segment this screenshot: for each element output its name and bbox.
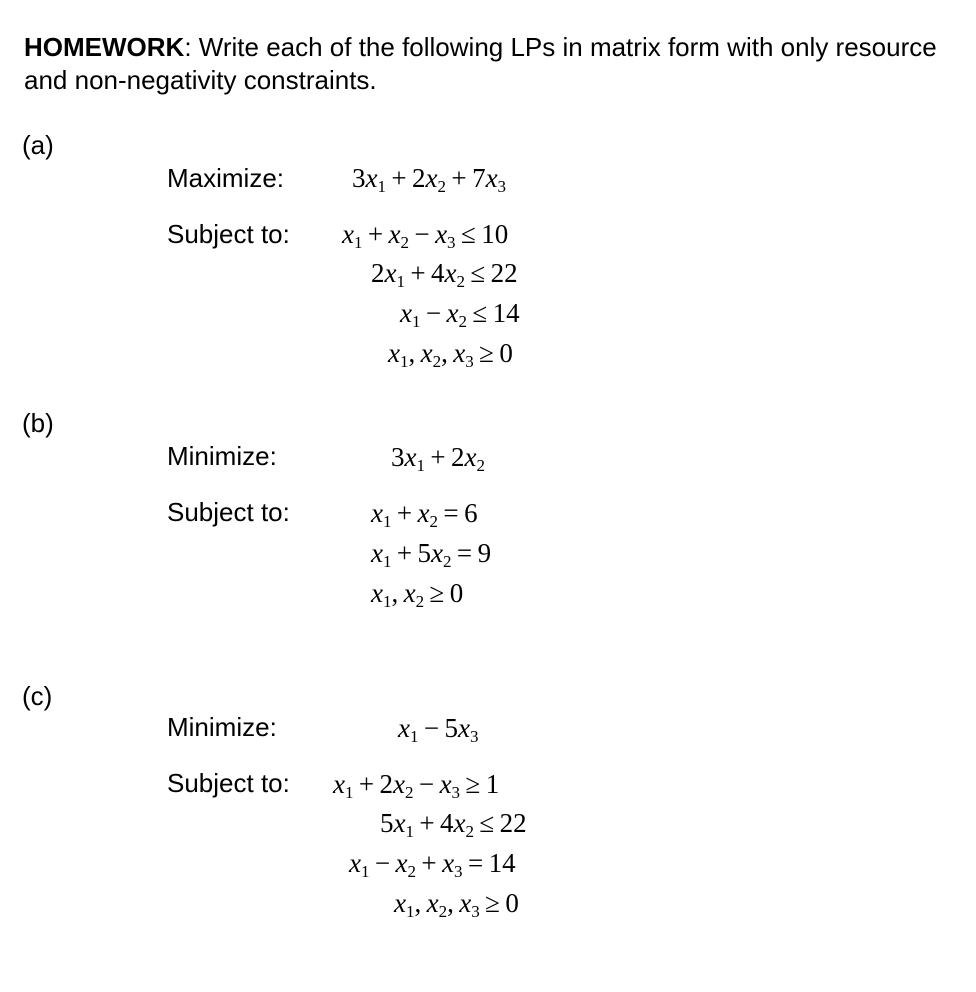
homework-heading [24,31,944,97]
part-a-nonnegativity: $x_1$, $x_2$, $x_3 \ge 0$ [388,338,513,371]
part-c-objective-label: Minimize: [167,712,277,742]
part-b-objective-label: Minimize: [167,441,277,471]
part-a-constraint-3: $x_1 - x_2 \le 14$ [400,298,520,331]
part-c-constraint-3: $x_1 - x_2 + x_3 = 14$ [349,848,516,881]
part-a-constraints-label: Subject to: [167,219,290,249]
part-b-label: (b) [22,408,54,438]
part-c-nonnegativity: $x_1$, $x_2$, $x_3 \ge 0$ [394,888,519,921]
part-b-objective: $3x_1 + 2x_2$ [391,442,486,475]
part-a-constraint-1: $x_1 + x_2 - x_3 \le 10$ [342,219,509,252]
part-c-constraint-1: $x_1 + 2x_2 - x_3 \ge 1$ [333,769,500,802]
part-b-constraint-1: $x_1 + x_2 = 6$ [371,498,478,531]
part-c-label: (c) [22,681,53,711]
part-b-constraint-2: $x_1 + 5x_2 = 9$ [371,538,492,571]
part-a-objective-label: Maximize: [167,163,285,193]
part-c-objective: $x_1 - 5x_3$ [398,713,479,746]
part-a-label: (a) [22,130,54,160]
part-c-constraints-label: Subject to: [167,768,290,798]
part-b-constraints-label: Subject to: [167,497,290,527]
part-b-nonnegativity: $x_1$, $x_2 \ge 0$ [371,578,464,611]
homework-title: HOMEWORK [24,32,185,62]
homework-instructions: : Write each of the following LPs in matrix form with only resource and non-negativity constraints. [24,32,937,95]
part-c-constraint-2: $5x_1 + 4x_2 \le 22$ [380,808,527,841]
part-a-constraint-2: $2x_1 + 4x_2 \le 22$ [371,258,518,291]
part-a-objective: $3x_1 + 2x_2 + 7x_3$ [352,163,507,196]
